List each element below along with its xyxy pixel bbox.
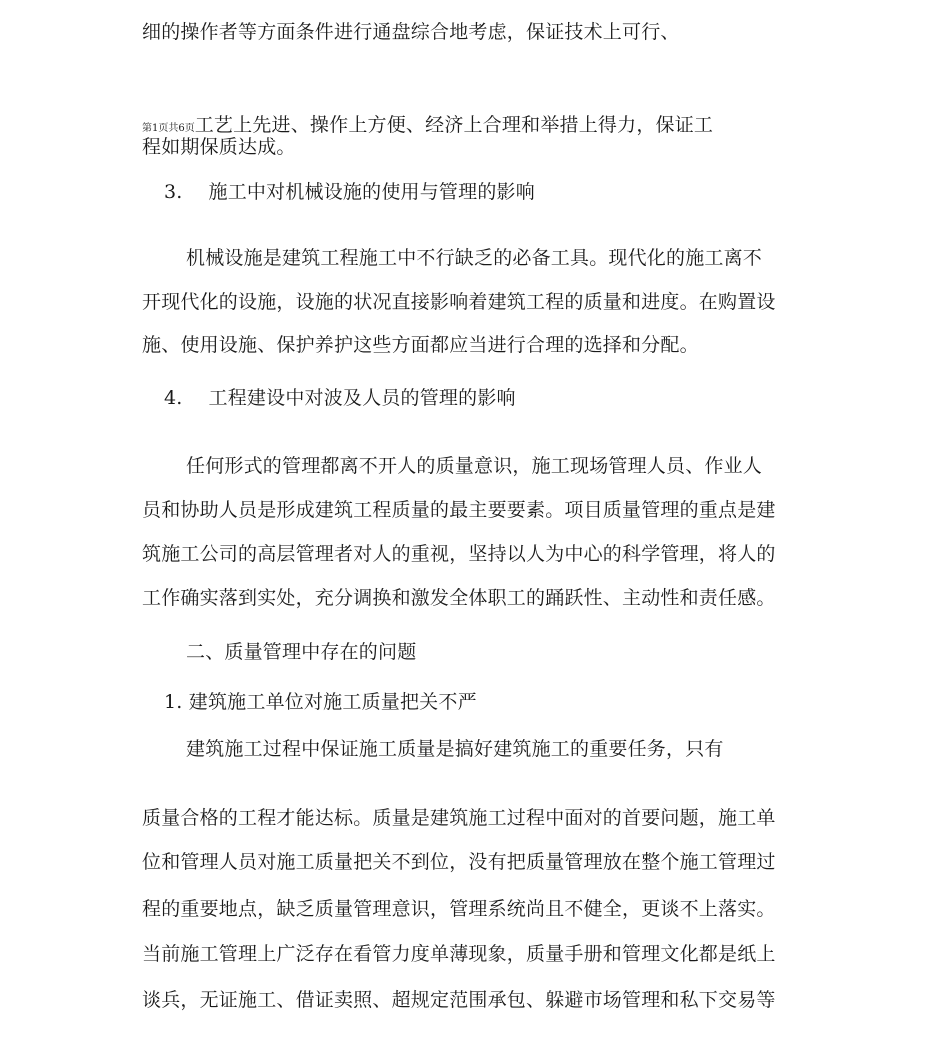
body-text-line: 当前施工管理上广泛存在看管力度单薄现象，质量手册和管理文化都是纸上 bbox=[142, 943, 776, 965]
body-text-line: 建筑施工过程中保证施工质量是搞好建筑施工的重要任务，只有 bbox=[186, 738, 724, 760]
body-text-line: 筑施工公司的高层管理者对人的重视，坚持以人为中心的科学管理，将人的 bbox=[142, 543, 776, 565]
section-title: 工程建设中对波及人员的管理的影响 bbox=[208, 387, 516, 409]
body-text-line: 细的操作者等方面条件进行通盘综合地考虑，保证技术上可行、 bbox=[142, 21, 680, 43]
body-text-line: 位和管理人员对施工质量把关不到位，没有把质量管理放在整个施工管理过 bbox=[142, 851, 776, 873]
subsection-heading: 1. 建筑施工单位对施工质量把关不严 bbox=[164, 691, 477, 713]
body-text-line: 工作确实落到实处，充分调换和激发全体职工的踊跃性、主动性和责任感。 bbox=[142, 587, 776, 609]
body-text-line: 任何形式的管理都离不开人的质量意识，施工现场管理人员、作业人 bbox=[186, 455, 763, 477]
body-text-line: 员和协助人员是形成建筑工程质量的最主要要素。项目质量管理的重点是建 bbox=[142, 499, 776, 521]
section-heading bbox=[164, 386, 516, 410]
part-heading: 二、质量管理中存在的问题 bbox=[186, 641, 417, 663]
section-number: 4. bbox=[164, 387, 183, 409]
body-text-line: 施、使用设施、保护养护这些方面都应当进行合理的选择和分配。 bbox=[142, 334, 699, 356]
body-text-line: 开现代化的设施，设施的状况直接影响着建筑工程的质量和进度。在购置设 bbox=[142, 291, 776, 313]
body-text-line: 程的重要地点，缺乏质量管理意识，管理系统尚且不健全，更谈不上落实。 bbox=[142, 898, 776, 920]
section-heading bbox=[164, 180, 535, 204]
body-text-fragment: 工艺上先进、操作上方便、经济上合理和举措上得力，保证工 bbox=[194, 114, 714, 136]
page-number-marker: 第1页共6页 bbox=[142, 123, 195, 134]
body-text-line: 质量合格的工程才能达标。质量是建筑施工过程中面对的首要问题，施工单 bbox=[142, 807, 776, 829]
section-title: 施工中对机械设施的使用与管理的影响 bbox=[208, 181, 535, 203]
section-number: 3. bbox=[164, 181, 183, 203]
body-text-line: 谈兵，无证施工、借证卖照、超规定范围承包、躲避市场管理和私下交易等 bbox=[142, 989, 776, 1011]
body-text-line: 程如期保质达成。 bbox=[142, 136, 296, 158]
body-text-line: 机械设施是建筑工程施工中不行缺乏的必备工具。现代化的施工离不 bbox=[186, 247, 763, 269]
